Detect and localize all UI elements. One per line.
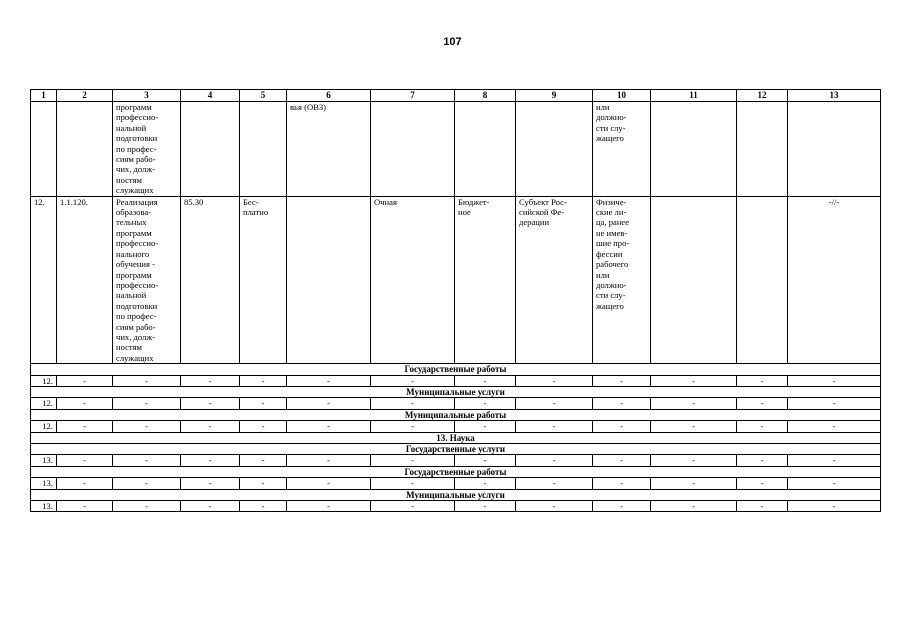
dash-cell: - [651, 398, 737, 409]
dash-cell: - [516, 478, 593, 489]
section-title: Муниципальные услуги [31, 489, 881, 500]
dash-cell: - [371, 478, 455, 489]
dash-cell: - [113, 501, 181, 512]
column-header: 8 [455, 90, 516, 102]
dash-cell: - [737, 455, 788, 466]
dash-cell: - [240, 501, 287, 512]
section-heading-row [31, 444, 881, 455]
dash-cell: - [455, 398, 516, 409]
column-header: 3 [113, 90, 181, 102]
dash-cell: - [57, 398, 113, 409]
same-as-above: -//- [788, 196, 881, 364]
dash-cell: - [240, 398, 287, 409]
service-name-continued: программ профессио- нальной подготовки по профес- сиям рабо- чих, долж- ностям служащих [113, 102, 181, 197]
dash-cell: - [516, 398, 593, 409]
dash-cell: - [57, 501, 113, 512]
dash-cell: - [788, 501, 881, 512]
dash-cell: - [651, 375, 737, 386]
dash-cell: - [287, 455, 371, 466]
dash-cell: - [651, 478, 737, 489]
dash-cell: - [593, 478, 651, 489]
dash-cell: - [455, 375, 516, 386]
consumers-continued: или должно- сти слу- жащего [593, 102, 651, 197]
dash-cell: - [287, 478, 371, 489]
table-row [31, 478, 881, 489]
dash-cell: - [516, 421, 593, 432]
row-number: 13. [31, 501, 57, 512]
dash-cell: - [788, 421, 881, 432]
dash-cell: - [371, 421, 455, 432]
dash-cell: - [593, 398, 651, 409]
dash-cell: - [57, 478, 113, 489]
dash-cell: - [593, 375, 651, 386]
dash-cell: - [455, 501, 516, 512]
dash-cell: - [593, 421, 651, 432]
dash-cell: - [516, 455, 593, 466]
dash-cell: - [737, 421, 788, 432]
dash-cell: - [651, 501, 737, 512]
category-continued: вья (ОВЗ) [287, 102, 371, 197]
dash-cell: - [651, 455, 737, 466]
service-name: Реализация образова- тельных программ профессио- нального обучения - программ профессио- нальной подготовки по профес- сиям рабо- чих, долж- ностям служащих [113, 196, 181, 364]
table-row [31, 455, 881, 466]
table-row [31, 421, 881, 432]
dash-cell: - [737, 478, 788, 489]
dash-cell: - [287, 398, 371, 409]
section-title: Государственные работы [31, 364, 881, 375]
column-header: 7 [371, 90, 455, 102]
dash-cell: - [287, 375, 371, 386]
dash-cell: - [287, 421, 371, 432]
dash-cell: - [57, 421, 113, 432]
row-number: 13. [31, 455, 57, 466]
institution-type: Бюджет- ное [455, 196, 516, 364]
dash-cell: - [593, 501, 651, 512]
service-code: 1.1.120. [57, 196, 113, 364]
dash-cell: - [240, 478, 287, 489]
column-header: 13 [788, 90, 881, 102]
dash-cell: - [371, 455, 455, 466]
dash-cell: - [737, 375, 788, 386]
section-heading-row [31, 432, 881, 443]
section-title: Муниципальные работы [31, 409, 881, 420]
row-number: 12. [31, 196, 57, 364]
payment-type: Бес- платно [240, 196, 287, 364]
section-heading-row [31, 489, 881, 500]
header-row [31, 90, 881, 102]
table-row [31, 375, 881, 386]
dash-cell: - [371, 398, 455, 409]
dash-cell: - [287, 501, 371, 512]
column-header: 9 [516, 90, 593, 102]
column-header: 2 [57, 90, 113, 102]
dash-cell: - [240, 421, 287, 432]
services-table [30, 89, 881, 512]
authority-level: Субъект Рос- сийской Фе- дерации [516, 196, 593, 364]
dash-cell: - [455, 421, 516, 432]
column-header: 12 [737, 90, 788, 102]
table-row [31, 501, 881, 512]
section-title: Государственные услуги [31, 444, 881, 455]
dash-cell: - [455, 455, 516, 466]
section-heading-row [31, 466, 881, 477]
row-number: 13. [31, 478, 57, 489]
dash-cell: - [113, 421, 181, 432]
dash-cell: - [113, 478, 181, 489]
dash-cell: - [788, 478, 881, 489]
column-header: 6 [287, 90, 371, 102]
column-header: 4 [181, 90, 240, 102]
dash-cell: - [181, 375, 240, 386]
section-title: 13. Наука [31, 432, 881, 443]
table-row [31, 398, 881, 409]
dash-cell: - [240, 455, 287, 466]
dash-cell: - [455, 478, 516, 489]
okved-code: 85.30 [181, 196, 240, 364]
dash-cell: - [57, 455, 113, 466]
dash-cell: - [371, 501, 455, 512]
dash-cell: - [57, 375, 113, 386]
column-header: 1 [31, 90, 57, 102]
section-heading-row [31, 409, 881, 420]
column-header: 5 [240, 90, 287, 102]
dash-cell: - [181, 421, 240, 432]
section-title: Муниципальные услуги [31, 386, 881, 397]
dash-cell: - [737, 398, 788, 409]
dash-cell: - [181, 501, 240, 512]
dash-cell: - [651, 421, 737, 432]
row-number: 12. [31, 421, 57, 432]
dash-cell: - [788, 455, 881, 466]
dash-cell: - [181, 478, 240, 489]
column-header: 10 [593, 90, 651, 102]
section-heading-row [31, 364, 881, 375]
dash-cell: - [113, 455, 181, 466]
dash-cell: - [113, 398, 181, 409]
dash-cell: - [181, 398, 240, 409]
dash-cell: - [788, 398, 881, 409]
dash-cell: - [240, 375, 287, 386]
dash-cell: - [788, 375, 881, 386]
dash-cell: - [371, 375, 455, 386]
dash-cell: - [593, 455, 651, 466]
consumers: Физиче- ские ли- ца, ранее не имев- шие про- фессии рабочего или должно- сти слу- жащего [593, 196, 651, 364]
dash-cell: - [181, 455, 240, 466]
row-number: 12. [31, 398, 57, 409]
dash-cell: - [516, 375, 593, 386]
section-title: Государственные работы [31, 466, 881, 477]
column-header: 11 [651, 90, 737, 102]
education-form: Очная [371, 196, 455, 364]
section-heading-row [31, 386, 881, 397]
dash-cell: - [737, 501, 788, 512]
row-number: 12. [31, 375, 57, 386]
table-row [31, 102, 881, 197]
dash-cell: - [113, 375, 181, 386]
dash-cell: - [516, 501, 593, 512]
table-row [31, 196, 881, 364]
page-number: 107 [443, 36, 462, 48]
